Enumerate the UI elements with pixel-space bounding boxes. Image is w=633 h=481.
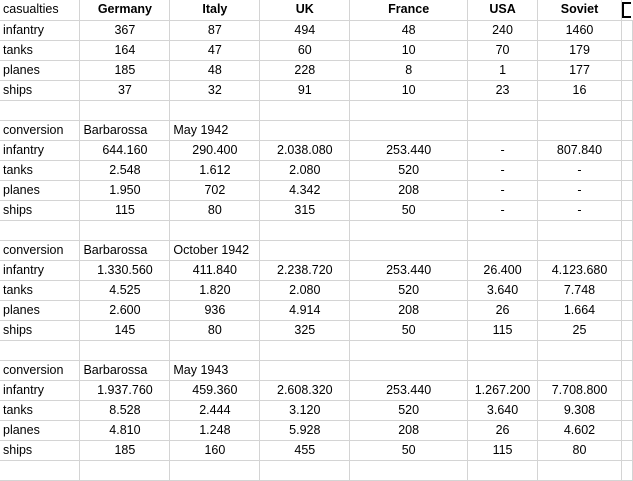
conversion-row-planes [0, 300, 633, 320]
value-cell[interactable]: 2.038.080 [260, 140, 350, 160]
value-cell[interactable]: 1.950 [80, 180, 170, 200]
value-cell[interactable]: 91 [260, 80, 350, 100]
value-cell[interactable]: 494 [260, 20, 350, 40]
value-cell[interactable]: 4.602 [538, 420, 622, 440]
value-cell[interactable]: 47 [170, 40, 260, 60]
cell[interactable] [468, 220, 538, 240]
row-label[interactable]: tanks [0, 280, 80, 300]
value-cell[interactable]: 7.748 [538, 280, 622, 300]
cell[interactable] [538, 100, 622, 120]
row-label[interactable]: infantry [0, 260, 80, 280]
cell[interactable] [260, 340, 350, 360]
value-cell[interactable]: 290.400 [170, 140, 260, 160]
value-cell[interactable]: 2.444 [170, 400, 260, 420]
cell[interactable] [170, 220, 260, 240]
value-cell[interactable]: 80 [170, 200, 260, 220]
value-cell[interactable]: 32 [170, 80, 260, 100]
conversion-header-row [0, 360, 633, 380]
cell[interactable] [538, 220, 622, 240]
cell[interactable] [260, 240, 350, 260]
cell[interactable] [538, 240, 622, 260]
casualties-row-ships [0, 80, 633, 100]
value-cell[interactable]: 208 [350, 420, 468, 440]
value-cell[interactable]: 177 [538, 60, 622, 80]
conversion-row-planes [0, 180, 633, 200]
empty-row [0, 100, 633, 120]
value-cell[interactable]: 5.928 [260, 420, 350, 440]
cell[interactable] [621, 300, 632, 320]
cell[interactable] [621, 20, 632, 40]
cell[interactable] [0, 340, 80, 360]
conversion-scenario[interactable]: Barbarossa [80, 360, 170, 380]
cell[interactable] [621, 180, 632, 200]
value-cell[interactable]: 87 [170, 20, 260, 40]
conversion-scenario[interactable]: Barbarossa [80, 120, 170, 140]
cell[interactable] [350, 460, 468, 480]
value-cell[interactable]: 179 [538, 40, 622, 60]
row-label[interactable]: infantry [0, 20, 80, 40]
value-cell[interactable]: 2.600 [80, 300, 170, 320]
cell[interactable] [621, 40, 632, 60]
empty-row [0, 340, 633, 360]
row-label[interactable]: planes [0, 60, 80, 80]
cell[interactable] [80, 340, 170, 360]
cell[interactable] [538, 340, 622, 360]
cell[interactable] [621, 460, 632, 480]
value-cell[interactable]: 3.120 [260, 400, 350, 420]
value-cell[interactable]: 50 [350, 440, 468, 460]
value-cell[interactable]: 455 [260, 440, 350, 460]
row-label[interactable]: planes [0, 300, 80, 320]
value-cell[interactable]: 1460 [538, 20, 622, 40]
cell-selection-border [622, 2, 631, 18]
row-label[interactable]: infantry [0, 380, 80, 400]
value-cell[interactable]: 253.440 [350, 260, 468, 280]
column-header-usa[interactable]: USA [468, 0, 538, 20]
value-cell[interactable]: - [538, 160, 622, 180]
column-header-soviet[interactable]: Soviet [538, 0, 622, 20]
value-cell[interactable]: 160 [170, 440, 260, 460]
cell[interactable] [350, 360, 468, 380]
value-cell[interactable]: 9.308 [538, 400, 622, 420]
value-cell[interactable]: 7.708.800 [538, 380, 622, 400]
cell[interactable] [260, 100, 350, 120]
row-label[interactable]: tanks [0, 400, 80, 420]
value-cell[interactable]: 520 [350, 400, 468, 420]
value-cell[interactable]: 115 [468, 440, 538, 460]
conversion-row-planes [0, 420, 633, 440]
value-cell[interactable]: 50 [350, 200, 468, 220]
row-label[interactable]: infantry [0, 140, 80, 160]
value-cell[interactable]: 50 [350, 320, 468, 340]
cell[interactable] [621, 240, 632, 260]
cell[interactable] [80, 460, 170, 480]
conversion-row-tanks [0, 280, 633, 300]
conversion-header-row [0, 120, 633, 140]
value-cell[interactable]: 520 [350, 280, 468, 300]
value-cell[interactable]: 1.612 [170, 160, 260, 180]
cell[interactable] [260, 120, 350, 140]
value-cell[interactable]: 2.608.320 [260, 380, 350, 400]
value-cell[interactable]: 2.080 [260, 160, 350, 180]
value-cell[interactable]: 4.123.680 [538, 260, 622, 280]
conversion-row-ships [0, 440, 633, 460]
value-cell[interactable]: 3.640 [468, 400, 538, 420]
value-cell[interactable]: 2.080 [260, 280, 350, 300]
cell[interactable] [538, 120, 622, 140]
cell[interactable] [621, 380, 632, 400]
value-cell[interactable]: 1 [468, 60, 538, 80]
cell[interactable] [468, 360, 538, 380]
cell[interactable] [170, 100, 260, 120]
cell[interactable] [0, 220, 80, 240]
value-cell[interactable]: 25 [538, 320, 622, 340]
conversion-row-ships [0, 320, 633, 340]
cell[interactable] [538, 460, 622, 480]
cell[interactable] [350, 220, 468, 240]
row-label[interactable]: planes [0, 420, 80, 440]
casualties-row-tanks [0, 40, 633, 60]
value-cell[interactable]: 70 [468, 40, 538, 60]
conversion-row-infantry [0, 140, 633, 160]
value-cell[interactable]: - [468, 200, 538, 220]
cell[interactable] [621, 200, 632, 220]
cell[interactable] [468, 340, 538, 360]
cell[interactable] [260, 460, 350, 480]
value-cell[interactable]: - [468, 140, 538, 160]
value-cell[interactable]: 115 [80, 200, 170, 220]
value-cell[interactable]: 3.640 [468, 280, 538, 300]
cell[interactable] [80, 100, 170, 120]
value-cell[interactable]: 4.525 [80, 280, 170, 300]
value-cell[interactable]: 253.440 [350, 140, 468, 160]
conversion-date[interactable]: May 1943 [170, 360, 260, 380]
cell[interactable] [0, 100, 80, 120]
conversion-row-tanks [0, 160, 633, 180]
value-cell[interactable]: 208 [350, 300, 468, 320]
value-cell[interactable]: 1.267.200 [468, 380, 538, 400]
cell[interactable] [621, 280, 632, 300]
cell[interactable] [621, 440, 632, 460]
value-cell[interactable]: 4.342 [260, 180, 350, 200]
value-cell[interactable]: 48 [350, 20, 468, 40]
conversion-title[interactable]: conversion [0, 120, 80, 140]
cell[interactable] [621, 320, 632, 340]
value-cell[interactable]: 459.360 [170, 380, 260, 400]
value-cell[interactable]: 185 [80, 60, 170, 80]
cell[interactable] [468, 100, 538, 120]
conversion-title[interactable]: conversion [0, 240, 80, 260]
casualties-row-planes [0, 60, 633, 80]
value-cell[interactable]: 807.840 [538, 140, 622, 160]
value-cell[interactable]: 1.664 [538, 300, 622, 320]
value-cell[interactable]: 16 [538, 80, 622, 100]
cell[interactable] [170, 460, 260, 480]
value-cell[interactable]: 367 [80, 20, 170, 40]
value-cell[interactable]: 325 [260, 320, 350, 340]
row-label[interactable]: ships [0, 200, 80, 220]
conversion-title[interactable]: conversion [0, 360, 80, 380]
cell[interactable] [260, 220, 350, 240]
value-cell[interactable]: 60 [260, 40, 350, 60]
casualties-header-row [0, 0, 633, 20]
row-label[interactable]: tanks [0, 40, 80, 60]
column-header-france[interactable]: France [350, 0, 468, 20]
cell[interactable] [350, 120, 468, 140]
value-cell[interactable]: 26 [468, 420, 538, 440]
value-cell[interactable]: 115 [468, 320, 538, 340]
value-cell[interactable]: 240 [468, 20, 538, 40]
cell[interactable] [538, 360, 622, 380]
cell[interactable] [350, 100, 468, 120]
cell[interactable] [260, 360, 350, 380]
empty-row [0, 460, 633, 480]
cell[interactable] [621, 100, 632, 120]
conversion-date[interactable]: October 1942 [170, 240, 260, 260]
value-cell[interactable]: 644.160 [80, 140, 170, 160]
value-cell[interactable]: - [468, 180, 538, 200]
value-cell[interactable]: 1.937.760 [80, 380, 170, 400]
value-cell[interactable]: 10 [350, 80, 468, 100]
value-cell[interactable]: 26 [468, 300, 538, 320]
value-cell[interactable]: 23 [468, 80, 538, 100]
cell[interactable] [468, 460, 538, 480]
value-cell[interactable]: 185 [80, 440, 170, 460]
value-cell[interactable]: 80 [538, 440, 622, 460]
value-cell[interactable]: 8.528 [80, 400, 170, 420]
cell[interactable] [468, 240, 538, 260]
column-header-germany[interactable]: Germany [80, 0, 170, 20]
value-cell[interactable]: 520 [350, 160, 468, 180]
empty-row [0, 220, 633, 240]
cell[interactable] [0, 460, 80, 480]
value-cell[interactable]: 1.820 [170, 280, 260, 300]
cell[interactable] [621, 400, 632, 420]
cell[interactable] [170, 340, 260, 360]
cell[interactable] [621, 340, 632, 360]
cell[interactable] [468, 120, 538, 140]
row-label[interactable]: planes [0, 180, 80, 200]
value-cell[interactable]: 315 [260, 200, 350, 220]
value-cell[interactable]: 228 [260, 60, 350, 80]
row-label[interactable]: ships [0, 320, 80, 340]
cell[interactable] [621, 80, 632, 100]
value-cell[interactable]: - [538, 200, 622, 220]
value-cell[interactable]: 702 [170, 180, 260, 200]
column-header-italy[interactable]: Italy [170, 0, 260, 20]
casualties-header-label[interactable]: casualties [0, 0, 80, 20]
cell[interactable] [621, 220, 632, 240]
value-cell[interactable]: 4.810 [80, 420, 170, 440]
cell[interactable] [350, 240, 468, 260]
cell[interactable] [621, 420, 632, 440]
cell[interactable] [350, 340, 468, 360]
cell[interactable] [621, 160, 632, 180]
conversion-date[interactable]: May 1942 [170, 120, 260, 140]
conversion-scenario[interactable]: Barbarossa [80, 240, 170, 260]
value-cell[interactable]: - [538, 180, 622, 200]
conversion-row-infantry [0, 380, 633, 400]
value-cell[interactable]: 1.248 [170, 420, 260, 440]
cell[interactable] [621, 140, 632, 160]
casualties-row-infantry [0, 20, 633, 40]
row-label[interactable]: ships [0, 440, 80, 460]
conversion-row-ships [0, 200, 633, 220]
value-cell[interactable]: 208 [350, 180, 468, 200]
value-cell[interactable]: 4.914 [260, 300, 350, 320]
value-cell[interactable]: 80 [170, 320, 260, 340]
value-cell[interactable]: 48 [170, 60, 260, 80]
value-cell[interactable]: 253.440 [350, 380, 468, 400]
value-cell[interactable]: - [468, 160, 538, 180]
value-cell[interactable]: 164 [80, 40, 170, 60]
cell[interactable] [621, 60, 632, 80]
active-cell-indicator[interactable] [621, 0, 632, 20]
value-cell[interactable]: 411.840 [170, 260, 260, 280]
value-cell[interactable]: 10 [350, 40, 468, 60]
cell[interactable] [621, 260, 632, 280]
value-cell[interactable]: 2.238.720 [260, 260, 350, 280]
value-cell[interactable]: 2.548 [80, 160, 170, 180]
value-cell[interactable]: 26.400 [468, 260, 538, 280]
cell[interactable] [621, 120, 632, 140]
cell[interactable] [621, 360, 632, 380]
value-cell[interactable]: 8 [350, 60, 468, 80]
column-header-uk[interactable]: UK [260, 0, 350, 20]
value-cell[interactable]: 1.330.560 [80, 260, 170, 280]
conversion-row-infantry [0, 260, 633, 280]
cell[interactable] [80, 220, 170, 240]
conversion-row-tanks [0, 400, 633, 420]
row-label[interactable]: tanks [0, 160, 80, 180]
conversion-header-row [0, 240, 633, 260]
row-label[interactable]: ships [0, 80, 80, 100]
value-cell[interactable]: 37 [80, 80, 170, 100]
value-cell[interactable]: 936 [170, 300, 260, 320]
value-cell[interactable]: 145 [80, 320, 170, 340]
